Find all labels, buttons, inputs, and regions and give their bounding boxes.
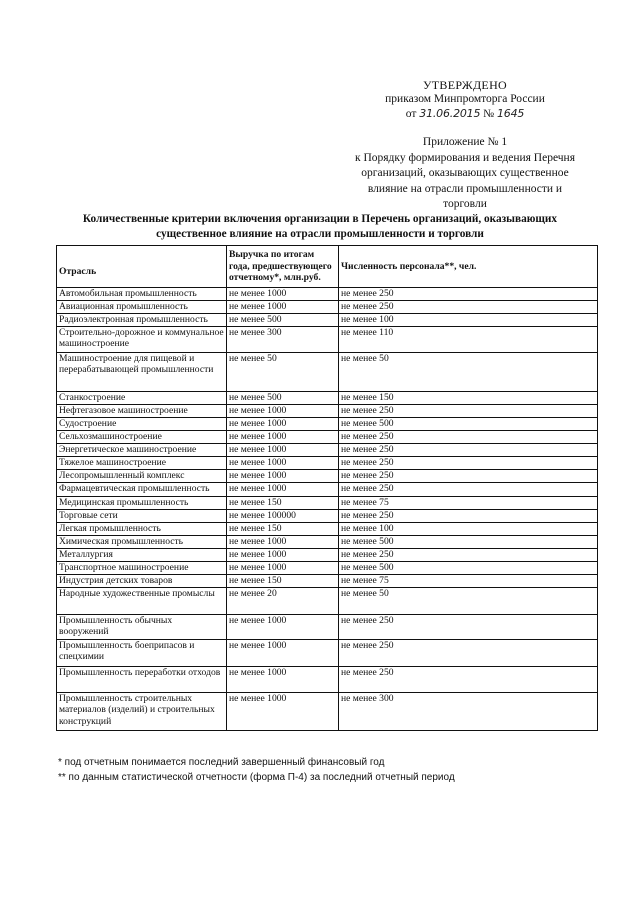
table-header-row	[57, 246, 598, 288]
sector-cell: Автомобильная промышленность	[57, 287, 227, 300]
revenue-cell: не менее 150	[227, 574, 339, 587]
table-row	[57, 561, 598, 574]
staff-cell: не менее 250	[339, 482, 598, 496]
criteria-table-body	[57, 287, 598, 730]
approval-order: приказом Минпромторга России	[385, 93, 545, 105]
staff-cell: не менее 75	[339, 574, 598, 587]
table-row	[57, 639, 598, 666]
staff-cell: не менее 250	[339, 469, 598, 482]
table-row	[57, 548, 598, 561]
staff-cell: не менее 110	[339, 326, 598, 352]
revenue-cell: не менее 1000	[227, 692, 339, 730]
revenue-cell: не менее 1000	[227, 430, 339, 443]
annex-line: влияние на отрасли промышленности и	[367, 182, 563, 195]
revenue-cell: не менее 1000	[227, 614, 339, 639]
header-staff: Численность персонала**, чел.	[339, 246, 598, 288]
revenue-cell: не менее 150	[227, 496, 339, 509]
sector-cell: Медицинская промышленность	[57, 496, 227, 509]
footnote-revenue: * под отчетным понимается последний завершенный финансовый год	[58, 757, 385, 768]
revenue-cell: не менее 500	[227, 313, 339, 326]
sector-cell: Легкая промышленность	[57, 522, 227, 535]
annex-line: организаций, оказывающих существенное	[361, 167, 569, 179]
annex-label: Приложение № 1	[422, 136, 508, 148]
sector-cell: Химическая промышленность	[57, 535, 227, 548]
table-row	[57, 574, 598, 587]
staff-cell: не менее 150	[339, 391, 598, 404]
revenue-cell: не менее 500	[227, 391, 339, 404]
sector-cell: Судостроение	[57, 417, 227, 430]
table-row	[57, 391, 598, 404]
table-row	[57, 456, 598, 469]
revenue-cell: не менее 300	[227, 326, 339, 352]
revenue-cell: не менее 1000	[227, 287, 339, 300]
sector-cell: Промышленность обычных вооружений	[57, 614, 227, 639]
table-row	[57, 522, 598, 535]
table-row	[57, 313, 598, 326]
footnote-staff: ** по данным статистической отчетности (форма П-4) за последний отчетный период	[58, 771, 455, 783]
table-row	[57, 300, 598, 313]
table-row	[57, 666, 598, 692]
table-row	[57, 509, 598, 522]
staff-cell: не менее 100	[339, 522, 598, 535]
staff-cell: не менее 250	[339, 666, 598, 692]
sector-cell: Промышленность строительных материалов (изделий) и строительных конструкций	[57, 692, 227, 730]
staff-cell: не менее 250	[339, 430, 598, 443]
staff-cell: не менее 250	[339, 614, 598, 639]
table-row	[57, 287, 598, 300]
handwritten-date: 31.06.2015	[419, 107, 481, 120]
table-row	[57, 614, 598, 639]
sector-cell: Машиностроение для пищевой и перерабатывающей промышленности	[57, 352, 227, 391]
staff-cell: не менее 250	[339, 443, 598, 456]
staff-cell: не менее 50	[339, 587, 598, 614]
table-row	[57, 352, 598, 391]
document-title	[40, 212, 600, 241]
table-row	[57, 326, 598, 352]
table-row	[57, 496, 598, 509]
staff-cell: не менее 300	[339, 692, 598, 730]
order-date-number	[330, 107, 600, 121]
revenue-cell: не менее 150	[227, 522, 339, 535]
staff-cell: не менее 500	[339, 417, 598, 430]
sector-cell: Энергетическое машиностроение	[57, 443, 227, 456]
sector-cell: Промышленность переработки отходов	[57, 666, 227, 692]
table-row	[57, 482, 598, 496]
sector-cell: Лесопромышленный комплекс	[57, 469, 227, 482]
table-row	[57, 469, 598, 482]
staff-cell: не менее 250	[339, 639, 598, 666]
sector-cell: Нефтегазовое машиностроение	[57, 404, 227, 417]
table-row	[57, 430, 598, 443]
sector-cell: Фармацевтическая промышленность	[57, 482, 227, 496]
approval-title: УТВЕРЖДЕНО	[422, 78, 507, 92]
revenue-cell: не менее 1000	[227, 469, 339, 482]
revenue-cell: не менее 50	[227, 352, 339, 391]
staff-cell: не менее 250	[339, 404, 598, 417]
staff-cell: не менее 500	[339, 561, 598, 574]
staff-cell: не менее 250	[339, 456, 598, 469]
sector-cell: Радиоэлектронная промышленность	[57, 313, 227, 326]
revenue-cell: не менее 1000	[227, 639, 339, 666]
staff-cell: не менее 100	[339, 313, 598, 326]
table-row	[57, 692, 598, 730]
revenue-cell: не менее 1000	[227, 456, 339, 469]
header-sector: Отрасль	[57, 246, 227, 288]
sector-cell: Строительно-дорожное и коммунальное машиностроение	[57, 326, 227, 352]
sector-cell: Промышленность боеприпасов и спецхимии	[57, 639, 227, 666]
sector-cell: Сельхозмашиностроение	[57, 430, 227, 443]
revenue-cell: не менее 1000	[227, 561, 339, 574]
sector-cell: Народные художественные промыслы	[57, 587, 227, 614]
revenue-cell: не менее 1000	[227, 300, 339, 313]
annex-line: торговли	[443, 198, 487, 210]
staff-cell: не менее 75	[339, 496, 598, 509]
revenue-cell: не менее 100000	[227, 509, 339, 522]
revenue-cell: не менее 1000	[227, 443, 339, 456]
staff-cell: не менее 500	[339, 535, 598, 548]
criteria-table	[56, 245, 598, 731]
staff-cell: не менее 50	[339, 352, 598, 391]
sector-cell: Торговые сети	[57, 509, 227, 522]
number-prefix: №	[483, 108, 495, 120]
table-row	[57, 587, 598, 614]
sector-cell: Индустрия детских товаров	[57, 574, 227, 587]
approval-block	[330, 78, 600, 213]
table-row	[57, 417, 598, 430]
header-revenue: Выручка по итогам года, предшествующего отчетному*, млн.руб.	[227, 246, 339, 288]
staff-cell: не менее 250	[339, 548, 598, 561]
staff-cell: не менее 250	[339, 287, 598, 300]
staff-cell: не менее 250	[339, 509, 598, 522]
sector-cell: Транспортное машиностроение	[57, 561, 227, 574]
table-row	[57, 443, 598, 456]
annex-line: к Порядку формирования и ведения Перечня	[355, 151, 575, 164]
revenue-cell: не менее 20	[227, 587, 339, 614]
handwritten-number: 1645	[497, 107, 525, 120]
revenue-cell: не менее 1000	[227, 417, 339, 430]
footnotes	[58, 756, 598, 785]
staff-cell: не менее 250	[339, 300, 598, 313]
sector-cell: Тяжелое машиностроение	[57, 456, 227, 469]
table-row	[57, 404, 598, 417]
sector-cell: Авиационная промышленность	[57, 300, 227, 313]
revenue-cell: не менее 1000	[227, 535, 339, 548]
document-title-line: Количественные критерии включения организации в Перечень организаций, оказывающих	[82, 213, 558, 225]
revenue-cell: не менее 1000	[227, 666, 339, 692]
sector-cell: Станкостроение	[57, 391, 227, 404]
revenue-cell: не менее 1000	[227, 548, 339, 561]
revenue-cell: не менее 1000	[227, 482, 339, 496]
annex-block	[330, 135, 600, 213]
table-row	[57, 535, 598, 548]
sector-cell: Металлургия	[57, 548, 227, 561]
date-prefix: от	[405, 108, 417, 120]
document-title-line: существенное влияние на отрасли промышленности и торговли	[156, 227, 484, 240]
revenue-cell: не менее 1000	[227, 404, 339, 417]
